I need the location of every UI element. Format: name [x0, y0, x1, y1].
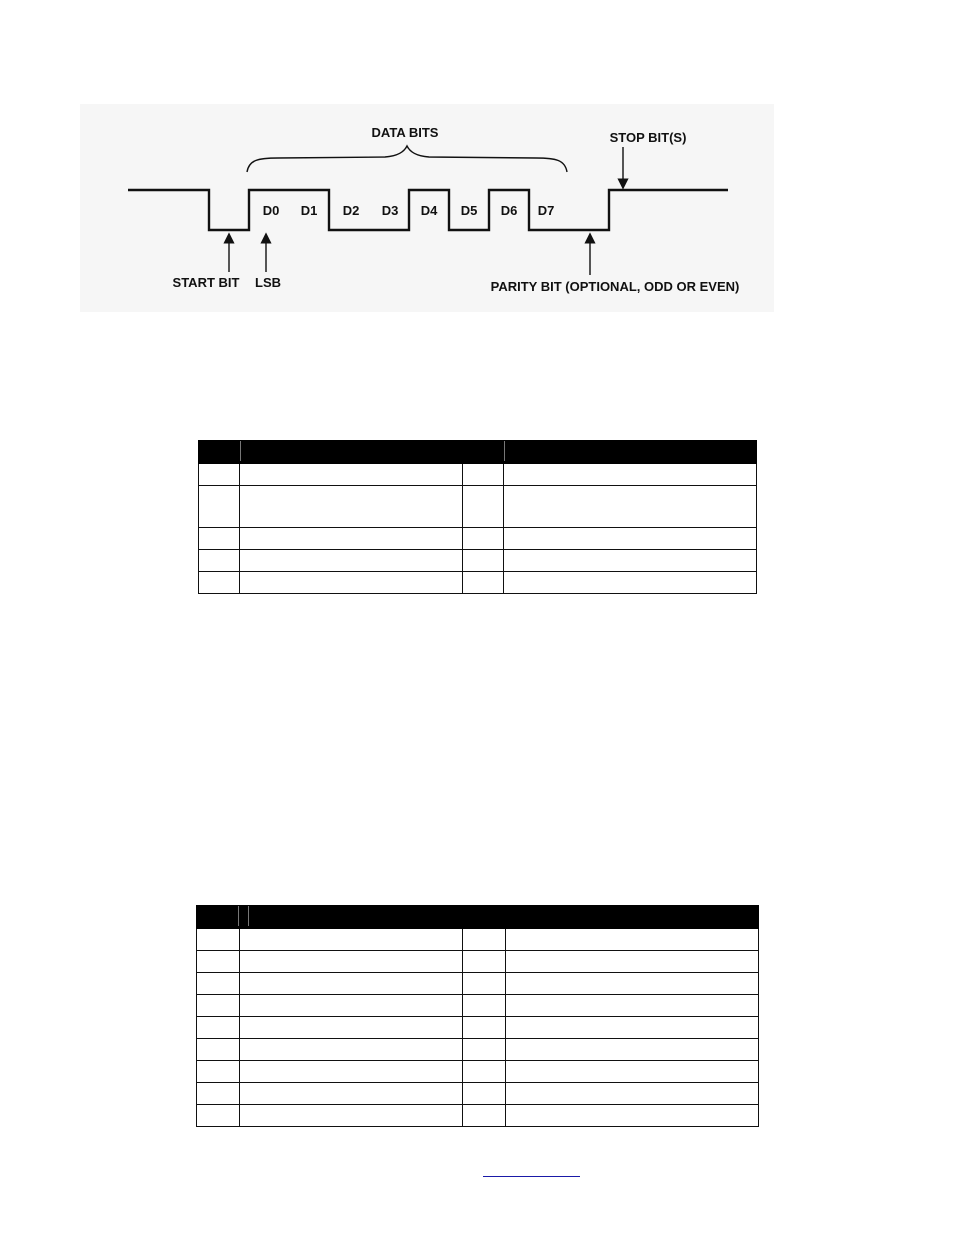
- table-row: [197, 1083, 759, 1105]
- table-cell: [240, 995, 463, 1017]
- table-cell: [463, 973, 506, 995]
- table-cell: [506, 973, 759, 995]
- header-divider: [240, 441, 241, 461]
- header-cell: [463, 906, 506, 929]
- table-row: [199, 486, 757, 528]
- data-table-2: [196, 905, 759, 1127]
- table-row: [197, 1061, 759, 1083]
- table-cell: [199, 528, 240, 550]
- table-cell: [506, 1061, 759, 1083]
- table-cell: [240, 1039, 463, 1061]
- table-cell: [240, 1105, 463, 1127]
- bit-label: D1: [300, 203, 318, 218]
- table-cell: [199, 486, 240, 528]
- table-cell: [197, 951, 240, 973]
- table-cell: [197, 973, 240, 995]
- table-row: [197, 929, 759, 951]
- table-cell: [506, 995, 759, 1017]
- table-cell: [240, 464, 463, 486]
- table-cell: [463, 464, 504, 486]
- table-cell: [463, 929, 506, 951]
- header-cell: [504, 441, 757, 464]
- table-cell: [240, 528, 463, 550]
- table-cell: [504, 486, 757, 528]
- table-row: [199, 550, 757, 572]
- header-divider: [248, 906, 249, 926]
- table-cell: [197, 1039, 240, 1061]
- table-cell: [463, 572, 504, 594]
- table-cell: [463, 1061, 506, 1083]
- table-cell: [240, 1017, 463, 1039]
- table-cell: [240, 1083, 463, 1105]
- table-cell: [240, 486, 463, 528]
- table-cell: [463, 1083, 506, 1105]
- table-row: [199, 528, 757, 550]
- table-cell: [240, 1061, 463, 1083]
- table-cell: [506, 951, 759, 973]
- start-bit-label: START BIT: [172, 275, 240, 290]
- table-cell: [240, 929, 463, 951]
- table-header-row: [199, 441, 757, 464]
- table-cell: [463, 1105, 506, 1127]
- table-cell: [463, 1039, 506, 1061]
- parity-bit-label: PARITY BIT (OPTIONAL, ODD OR EVEN): [490, 279, 740, 294]
- table-row: [197, 973, 759, 995]
- header-cell: [240, 906, 463, 929]
- footer-link[interactable]: [483, 1176, 580, 1177]
- header-cell: [463, 441, 504, 464]
- table-row: [199, 464, 757, 486]
- table-cell: [506, 929, 759, 951]
- uart-frame-timing-diagram: [0, 0, 954, 330]
- table-cell: [199, 550, 240, 572]
- bit-label: D7: [537, 203, 555, 218]
- table-cell: [197, 1105, 240, 1127]
- bit-label: D2: [342, 203, 360, 218]
- table-cell: [199, 572, 240, 594]
- table-cell: [506, 1083, 759, 1105]
- table-row: [197, 1017, 759, 1039]
- header-divider: [504, 441, 505, 461]
- table-cell: [506, 1039, 759, 1061]
- data-bits-label: DATA BITS: [371, 125, 439, 140]
- bit-label: D5: [460, 203, 478, 218]
- data-table-1: [198, 440, 757, 594]
- table-cell: [506, 1017, 759, 1039]
- bit-label: D0: [262, 203, 280, 218]
- table-row: [197, 1039, 759, 1061]
- table-cell: [240, 550, 463, 572]
- table-cell: [506, 1105, 759, 1127]
- table-cell: [197, 929, 240, 951]
- table-cell: [463, 951, 506, 973]
- header-cell: [240, 441, 463, 464]
- table-cell: [199, 464, 240, 486]
- table-cell: [240, 973, 463, 995]
- bit-label: D6: [500, 203, 518, 218]
- header-cell: [197, 906, 240, 929]
- table-cell: [504, 528, 757, 550]
- table-cell: [197, 1017, 240, 1039]
- table-cell: [463, 995, 506, 1017]
- table-row: [197, 995, 759, 1017]
- table-cell: [504, 572, 757, 594]
- lsb-label: LSB: [255, 275, 281, 290]
- table-cell: [240, 572, 463, 594]
- stop-bits-label: STOP BIT(S): [609, 130, 687, 145]
- table-cell: [463, 486, 504, 528]
- table-cell: [463, 550, 504, 572]
- table-cell: [197, 1083, 240, 1105]
- table-row: [197, 951, 759, 973]
- table-cell: [240, 951, 463, 973]
- header-cell: [506, 906, 759, 929]
- table-row: [197, 1105, 759, 1127]
- table-cell: [197, 1061, 240, 1083]
- table-header-row: [197, 906, 759, 929]
- header-cell: [199, 441, 240, 464]
- header-divider: [238, 906, 239, 926]
- bit-label: D3: [381, 203, 399, 218]
- table-cell: [504, 550, 757, 572]
- data-bits-brace: [247, 146, 567, 172]
- bit-label: D4: [420, 203, 438, 218]
- table-cell: [197, 995, 240, 1017]
- table-cell: [463, 1017, 506, 1039]
- table-cell: [504, 464, 757, 486]
- table-row: [199, 572, 757, 594]
- table-cell: [463, 528, 504, 550]
